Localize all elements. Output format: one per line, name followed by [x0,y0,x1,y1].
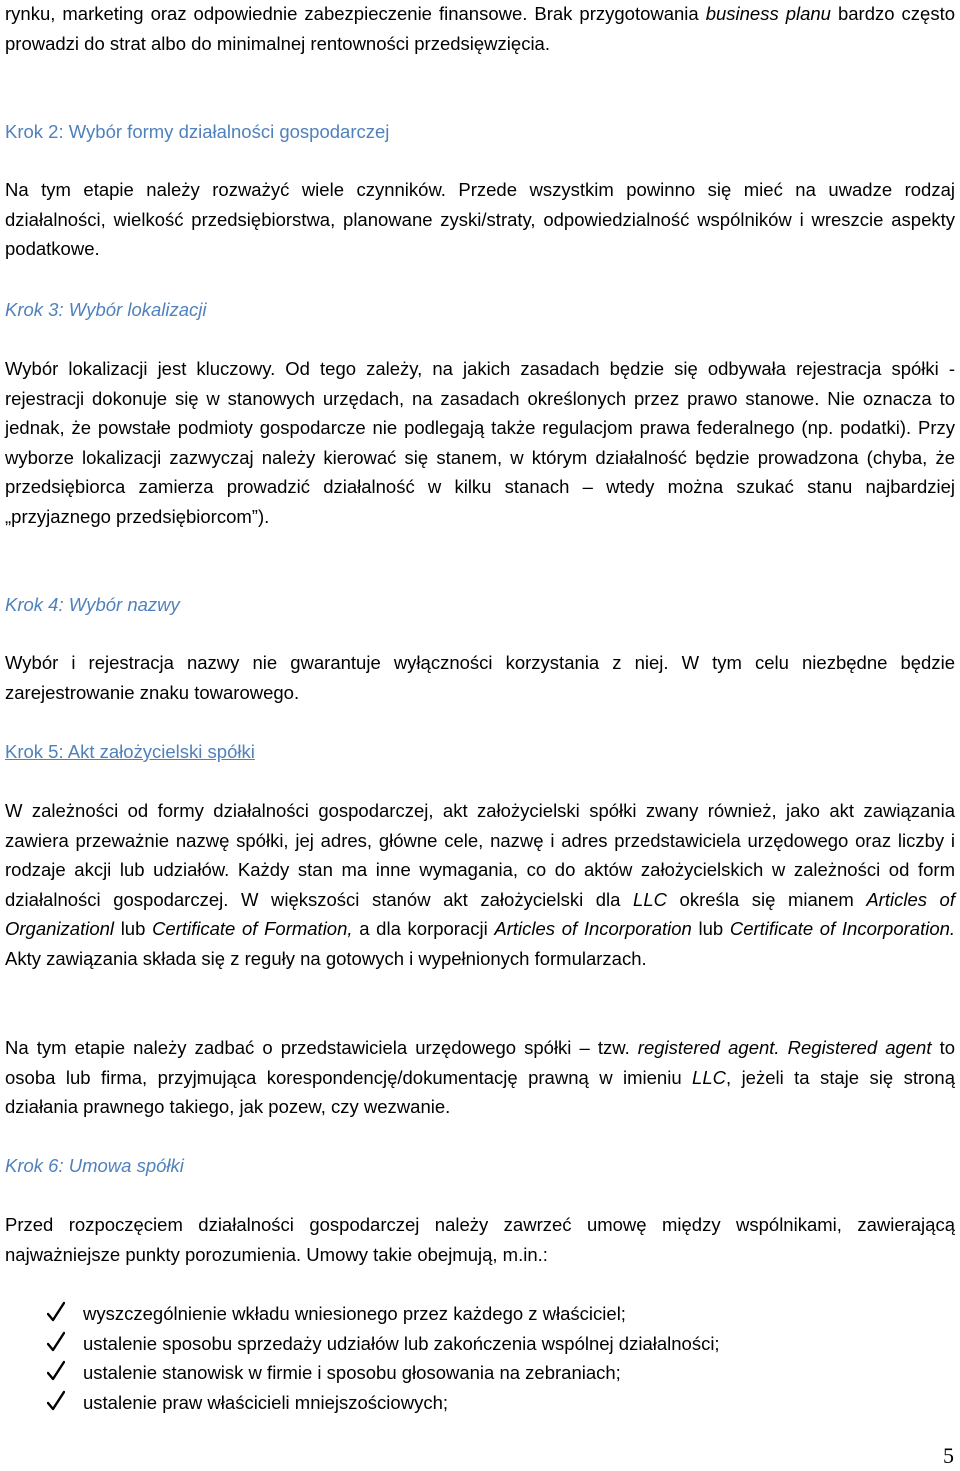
checkmark-icon [47,1390,65,1412]
step5-em-cert-formation: Certificate of Formation, [152,918,353,940]
step5-text-f: Akty zawiązania składa się z reguły na gotowych i wypełnionych formularzach. [5,947,647,969]
agent-text-c: to osoba lub firma, przyjmująca korespondencję/dokumentację prawną w imieniu [5,1037,956,1088]
agent-em-1: registered agent. [637,1037,780,1058]
list-item [5,1358,720,1388]
step5-text-b: określa się mianem [666,888,867,910]
step5-em-articles-org: Articles of Organizationl [5,888,955,940]
step5-heading: Krok 5: Akt założycielski spółki [5,741,255,762]
page-number: 5 [943,1443,954,1468]
list-item-text: ustalenie stanowisk w firmie i sposobu głosowania na zebraniach; [83,1362,621,1384]
list-item-text: wyszczególnienie wkładu wniesionego przez każdego z właściciel; [83,1303,626,1324]
agreement-checklist [5,1299,720,1417]
intro-emphasis: business planu [705,3,831,24]
checkmark-icon [47,1360,65,1382]
step3-paragraph: Wybór lokalizacji jest kluczowy. Od tego zależy, na jakich zasadach będzie się odbywała rejestracja spółki - rejestracji dokonuje się w stanowych urzędach, na zasadach określonych przez prawo stanowe. Nie oznacza to jednak, że powstałe podmioty gospodarcze nie podlegają także regulacjom prawa federalnego (np. podatki). Przy wyborze lokalizacji zazwyczaj należy kierować się stanem, w którym działalność będzie prowadzona (chyba, że przedsiębiorca zamierza prowadzić działalność w kilku stanach – wtedy można szukać stanu najbardziej „przyjaznego przedsiębiorcom”). [5,358,955,527]
intro-paragraph [5,0,955,58]
agent-em-llc: LLC [692,1066,726,1088]
step5-em-llc: LLC [633,888,667,910]
step5-text-a: W zależności od formy działalności gospodarczej, akt założycielski spółki zwany również, jako akt zawiązania zawiera przeważnie nazwę spółki, jej adres, główne cele, nazwę i adres przedstawiciela urzędowego oraz liczby i rodzaje akcji lub udziałów. Każdy stan ma inne wymagania, co do aktów założycielskich w zależności od form działalności gospodarczej. W większości stanów akt założycielski dla [5,800,955,910]
step5-paragraph [5,796,955,974]
step4-paragraph: Wybór i rejestracja nazwy nie gwarantuje wyłączności korzystania z niej. W tym celu niezbędne będzie zarejestrowanie znaku towarowego. [5,652,955,703]
step5-text-e: lub [691,918,730,940]
step5-em-articles-inc: Articles of Incorporation [494,918,692,940]
checkmark-icon [47,1301,65,1323]
registered-agent-paragraph [5,1033,955,1122]
step5-em-cert-inc: Certificate of Incorporation. [729,918,956,940]
step5-text-c: lub [114,918,153,940]
step2-heading: Krok 2: Wybór formy działalności gospodarczej [5,121,390,142]
agent-text-d: , jeżeli ta staje się stroną działania prawnego takiego, jak pozew, czy wezwanie. [5,1066,955,1118]
step5-text-d: a dla korporacji [352,918,495,940]
agent-text-a: Na tym etapie należy zadbać o przedstawiciela urzędowego spółki – tzw. [5,1037,638,1058]
agent-text-b [780,1037,788,1058]
step2-paragraph: Na tym etapie należy rozważyć wiele czynników. Przede wszystkim powinno się mieć na uwadze rodzaj działalności, wielkość przedsiębiorstwa, planowane zyski/straty, odpowiedzialność wspólników i wreszcie aspekty podatkowe. [5,179,955,260]
list-item [5,1299,720,1329]
step6-paragraph: Przed rozpoczęciem działalności gospodarczej należy zawrzeć umowę między wspólnikami, zawierającą najważniejsze punkty porozumienia. Umowy takie obejmują, m.in.: [5,1214,955,1265]
step6-heading: Krok 6: Umowa spółki [5,1155,184,1176]
checkmark-icon [47,1331,65,1353]
list-item-text: ustalenie praw właścicieli mniejszościowych; [83,1391,448,1413]
intro-text-1: rynku, marketing oraz odpowiednie zabezpieczenie finansowe. Brak przygotowania [5,3,706,24]
step3-heading: Krok 3: Wybór lokalizacji [5,299,207,320]
list-item [5,1388,720,1418]
intro-text-2: bardzo często prowadzi do strat albo do minimalnej rentowności przedsięwzięcia. [5,3,955,54]
step4-heading: Krok 4: Wybór nazwy [5,594,180,615]
list-item [5,1329,720,1359]
agent-em-2: Registered agent [787,1037,932,1058]
list-item-text: ustalenie sposobu sprzedaży udziałów lub zakończenia wspólnej działalności; [83,1332,720,1354]
